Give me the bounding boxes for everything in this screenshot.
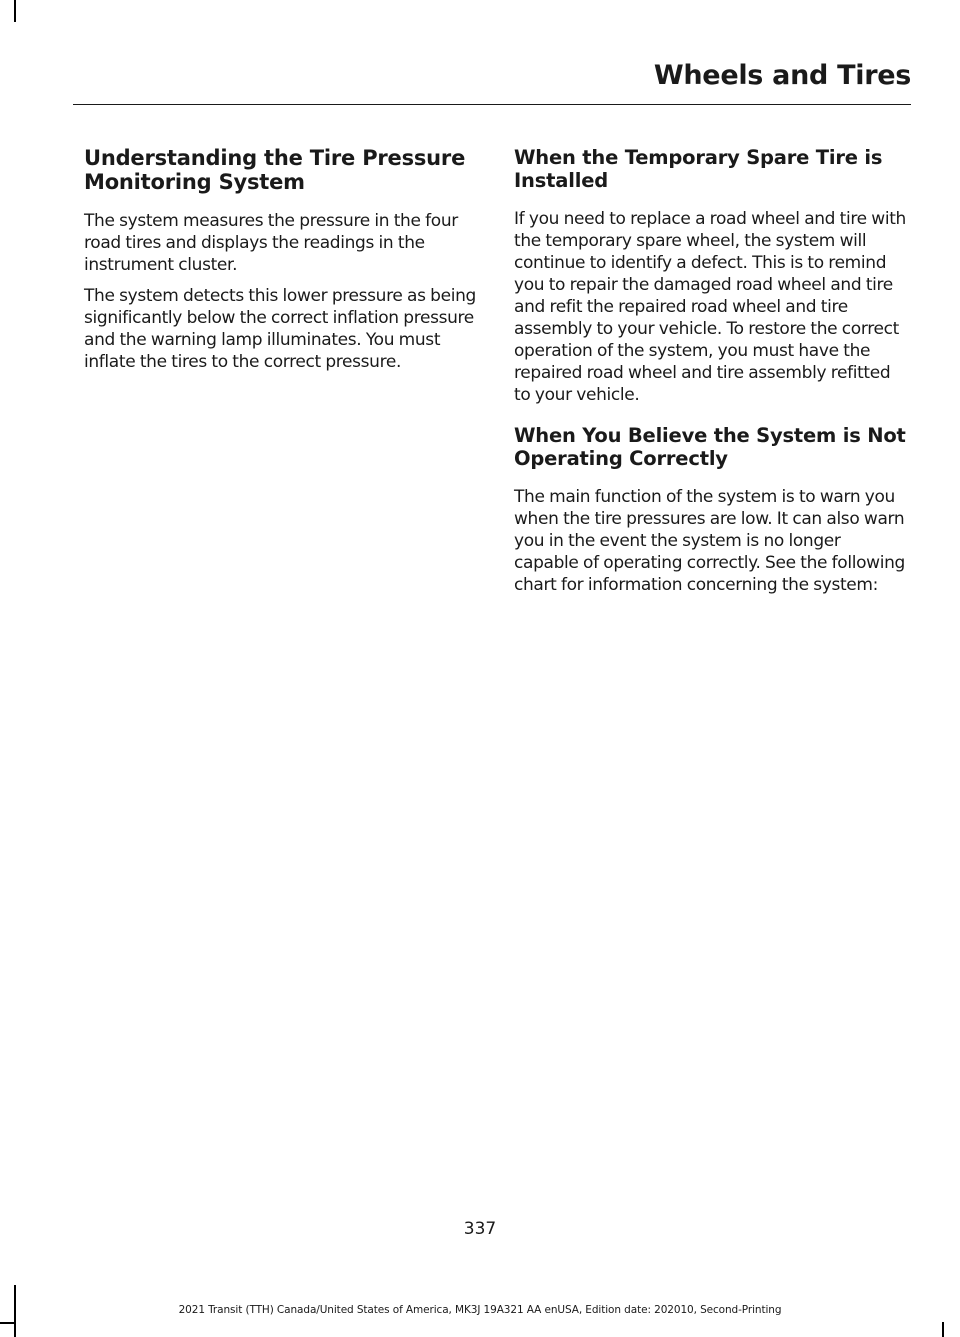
paragraph: The main function of the system is to warn you when the tire pressures are low. It can also warn you in the event the system is no longer capable of operating correctly. See the following chart for information concerning the system: <box>514 487 905 595</box>
crop-mark-bottom-left-h <box>0 1322 14 1324</box>
section-heading-understanding-tpms: Understanding the Tire Pressure Monitoring System <box>84 146 466 194</box>
section-heading-system-not-operating: When You Believe the System is Not Operating Correctly <box>514 424 906 470</box>
paragraph: The system measures the pressure in the four road tires and displays the readings in the instrument cluster. <box>84 211 458 275</box>
page-footer: 2021 Transit (TTH) Canada/United States of America, MK3J 19A321 AA enUSA, Edition date: 202010, Second-Printing <box>178 1304 782 1316</box>
section-heading-temporary-spare: When the Temporary Spare Tire is Installed <box>514 146 883 192</box>
crop-mark-bottom-right <box>942 1322 944 1337</box>
page-number: 337 <box>463 1219 497 1239</box>
page-header-title: Wheels and Tires <box>653 60 911 91</box>
right-column <box>514 146 909 605</box>
paragraph: If you need to replace a road wheel and tire with the temporary spare wheel, the system will continue to identify a defect. This is to remind you to repair the damaged road wheel and tire and refit the repaired road wheel and tire assembly to your vehicle. To restore the correct operation of the system, you must have the repaired road wheel and tire assembly refitted to your vehicle. <box>514 209 906 405</box>
left-column <box>84 146 479 382</box>
header-divider <box>73 104 911 105</box>
paragraph: The system detects this lower pressure as being significantly below the correct inflation pressure and the warning lamp illuminates. You must inflate the tires to the correct pressure. <box>84 286 476 372</box>
crop-mark-top-left <box>14 0 16 22</box>
